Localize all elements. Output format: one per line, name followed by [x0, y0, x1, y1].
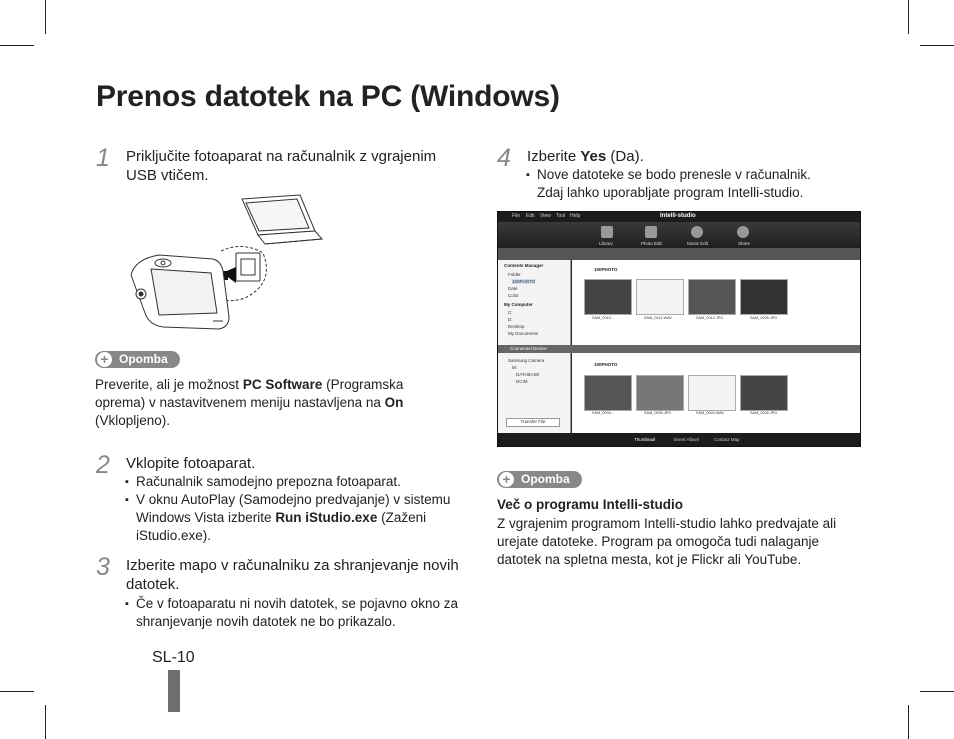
tree-item[interactable]: Date	[508, 286, 518, 291]
tree-item[interactable]: Samsung Camera	[508, 358, 545, 363]
folder-label: 100PHOTO	[594, 362, 618, 367]
file-browser-top	[572, 260, 860, 345]
tree-item[interactable]: Color	[508, 293, 519, 298]
crop-mark	[0, 45, 34, 46]
note-badge-label: Opomba	[119, 352, 168, 366]
step-text	[527, 147, 857, 166]
library-icon[interactable]	[601, 226, 613, 238]
crop-mark	[908, 0, 909, 34]
step-text: Vklopite fotoaparat.	[126, 455, 256, 472]
bullet-bold: Run iStudio.exe	[275, 510, 378, 525]
step-text: Priključite fotoaparat na računalnik z vgrajenim USB vtičem.	[126, 148, 437, 184]
menu-file[interactable]: File	[512, 213, 521, 219]
step-number: 4	[497, 144, 511, 172]
toolbar-library[interactable]: Library	[599, 241, 613, 246]
toolbar-photo-edit[interactable]: Photo Edit	[641, 241, 662, 246]
note-bold: On	[384, 395, 404, 410]
thumbnail[interactable]	[740, 279, 788, 315]
crop-mark	[45, 0, 46, 34]
note-badge	[497, 471, 582, 488]
panel-header: My Computer	[504, 302, 533, 307]
view-strip	[498, 248, 860, 260]
note-text	[95, 376, 430, 430]
tree-item[interactable]: C:	[508, 310, 513, 315]
bullet-list	[125, 595, 465, 631]
movie-edit-icon[interactable]	[691, 226, 703, 238]
photo-edit-icon[interactable]	[645, 226, 657, 238]
thumbnail[interactable]	[688, 375, 736, 411]
menu-bar	[498, 212, 860, 222]
bullet-list	[526, 166, 836, 202]
plus-icon: +	[97, 352, 112, 367]
folder-label: 100PHOTO	[594, 267, 618, 272]
view-mode-bar	[498, 433, 860, 446]
contents-manager-panel	[498, 260, 571, 345]
tree-item[interactable]: Desktop	[508, 324, 525, 329]
page-number: SL-10	[152, 649, 195, 666]
bullet-text: (Zaženi iStudio.exe).	[136, 510, 427, 543]
tree-item[interactable]: DATABASE	[516, 372, 540, 377]
view-thumbnail-button[interactable]: Thumbnail	[634, 437, 656, 442]
plus-icon: +	[499, 472, 514, 487]
note-bold: PC Software	[242, 377, 323, 392]
camera-laptop-illustration	[125, 193, 325, 333]
app-title: Intelli-studio	[660, 213, 696, 219]
thumbnail-caption: SAM_0026.JPG	[750, 316, 778, 320]
note-badge	[95, 351, 180, 368]
camera-icon	[131, 255, 229, 329]
connected-device-panel	[498, 353, 571, 433]
step-text-part: Izberite	[527, 148, 581, 165]
step-number: 1	[96, 144, 110, 172]
note-badge-label: Opomba	[521, 472, 570, 486]
thumbnail[interactable]	[636, 279, 684, 315]
bullet-item: ▪ Računalnik samodejno prepozna fotoaparat.	[125, 473, 465, 491]
crop-mark	[920, 691, 954, 692]
menu-tool[interactable]: Tool	[556, 213, 566, 219]
section-separator	[498, 345, 860, 353]
thumbnail-caption: SAM_0012.JPG	[696, 316, 724, 320]
step-number: 2	[96, 451, 110, 479]
menu-help[interactable]: Help	[570, 213, 581, 219]
bullet-item	[125, 491, 465, 545]
step-text-part: (Da).	[606, 148, 644, 165]
thumbnail[interactable]	[584, 279, 632, 315]
thumbnail[interactable]	[584, 375, 632, 411]
step-number: 3	[96, 553, 110, 581]
thumbnail[interactable]	[740, 375, 788, 411]
menu-edit[interactable]: Edit	[526, 213, 535, 219]
tree-item[interactable]: M:	[512, 365, 517, 370]
crop-mark	[0, 691, 34, 692]
thumbnail-caption: SAM_0024.WAV	[696, 411, 725, 415]
thumbnail-caption: SAM_0004...	[592, 411, 614, 415]
crop-mark	[920, 45, 954, 46]
laptop-icon	[242, 195, 322, 244]
bullet-list	[125, 473, 465, 545]
separator-label: Connected Device	[510, 346, 547, 351]
menu-view[interactable]: View	[540, 213, 551, 219]
toolbar-share[interactable]: Share	[738, 241, 751, 246]
thumbnail-caption: SAM_0010...	[592, 316, 614, 320]
step-text-bold: Yes	[580, 148, 607, 165]
bullet-text: V oknu AutoPlay (Samodejno predvajanje) v sistemu Windows Vista izberite	[136, 492, 451, 525]
share-icon[interactable]	[737, 226, 749, 238]
page-title: Prenos datotek na PC (Windows)	[96, 80, 560, 113]
view-event-album-button[interactable]: Event Album	[674, 437, 700, 442]
note-text-part: (Vklopljeno).	[95, 413, 171, 428]
toolbar	[498, 222, 860, 248]
tree-item[interactable]: D:	[508, 317, 513, 322]
thumbnail-caption: SAM_0026.JPG	[750, 411, 778, 415]
transfer-file-button[interactable]: Transfer File	[506, 418, 560, 427]
thumbnail-caption: SAM_0005.JPG	[644, 411, 672, 415]
tree-item[interactable]: DCIM	[516, 379, 528, 384]
thumbnail[interactable]	[636, 375, 684, 411]
thumbnail[interactable]	[688, 279, 736, 315]
usb-port-icon	[236, 253, 260, 281]
tree-item[interactable]: My Documents	[508, 331, 539, 336]
view-contact-map-button[interactable]: Contact Map	[714, 437, 740, 442]
note-heading: Več o programu Intelli-studio	[497, 497, 684, 512]
note-text-part: (Programska oprema) v nastavitvenem meniju nastavljena na	[95, 377, 404, 410]
bullet-item: ▪ Če v fotoaparatu ni novih datotek, se pojavno okno za shranjevanje novih datotek ne bo prikazalo.	[125, 595, 465, 631]
note-text-part: Preverite, ali je možnost	[95, 377, 243, 392]
crop-mark	[45, 705, 46, 739]
thumbnail-caption: SAM_0011.WAV	[644, 316, 672, 320]
note-text: Z vgrajenim programom Intelli-studio lahko predvajate ali urejate datoteke. Program pa omogoča tudi nalaganje datotek na spletna mesta, kot je Flickr ali YouTube.	[497, 516, 837, 567]
step-text: Izberite mapo v računalniku za shranjevanje novih datotek.	[126, 557, 459, 593]
tree-item[interactable]: Folder	[508, 272, 521, 277]
toolbar-movie-edit[interactable]: Movie Edit	[687, 241, 709, 246]
file-browser-bottom	[572, 353, 860, 433]
intelli-studio-screenshot	[497, 211, 861, 447]
bullet-item: ▪ Nove datoteke se bodo prenesle v računalnik. Zdaj lahko uporabljate program Intelli-studio.	[526, 166, 836, 202]
panel-header: Contents Manager	[504, 263, 544, 268]
page-tab-marker	[168, 670, 180, 712]
crop-mark	[908, 705, 909, 739]
tree-item[interactable]: 100PHOTO	[512, 279, 536, 284]
